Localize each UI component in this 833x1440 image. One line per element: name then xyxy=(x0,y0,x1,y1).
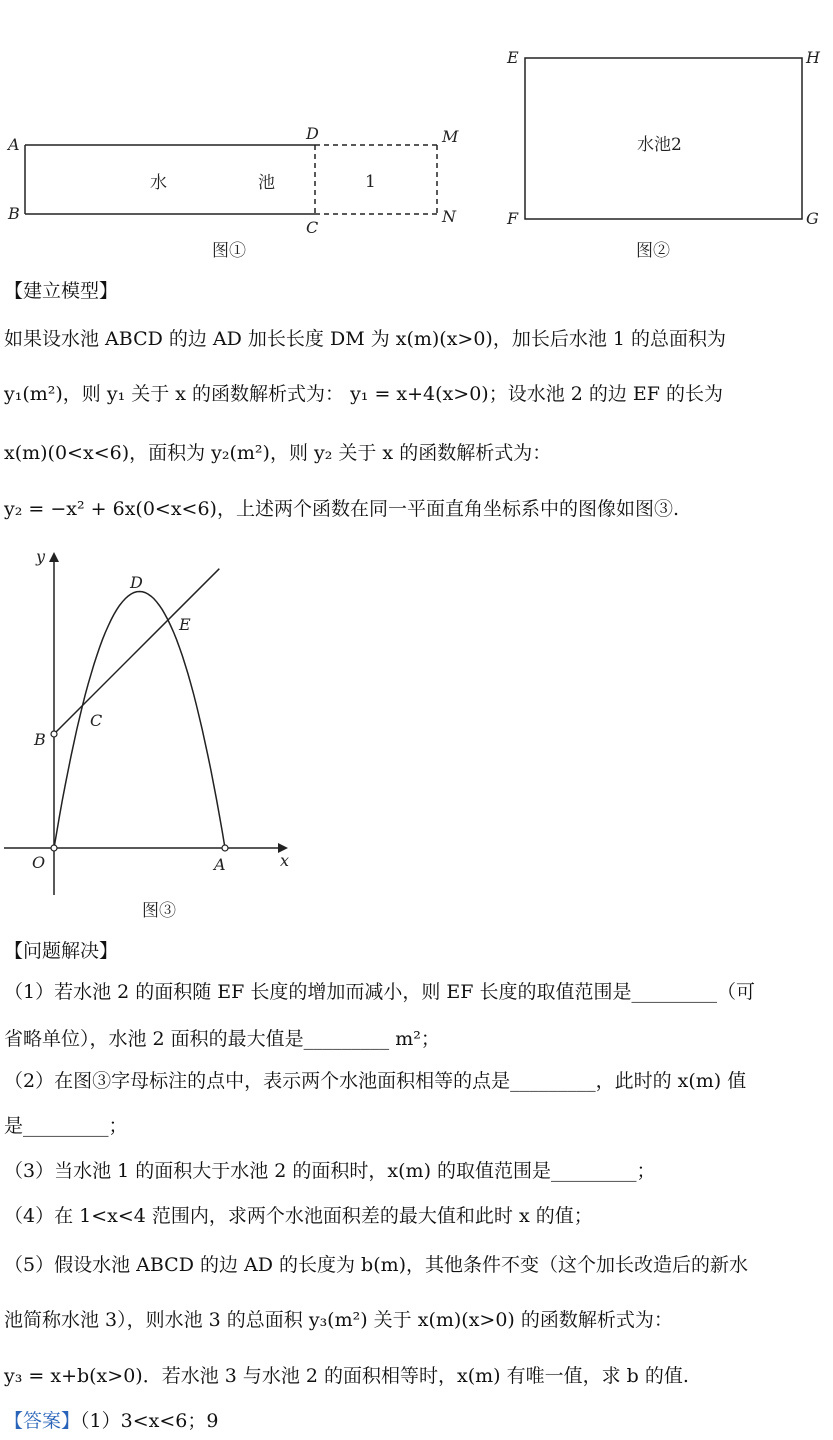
fig1-label-A: A xyxy=(8,135,20,154)
fig1-caption: 图① xyxy=(212,241,246,261)
point-B xyxy=(51,731,57,737)
figure-1 xyxy=(6,124,459,261)
answer-tag: 【答案】 xyxy=(4,1410,81,1432)
fig2-label-F: F xyxy=(507,209,519,228)
graph-label-O: O xyxy=(32,853,46,872)
graph-label-x: x xyxy=(280,851,290,870)
fig1-text-1: 1 xyxy=(365,172,376,192)
fig2-label-G: G xyxy=(806,209,819,228)
answer-text: （1）3<x<6；9 xyxy=(80,1410,219,1432)
question-5-line-1: （5）假设水池 ABCD 的边 AD 的长度为 b(m)，其他条件不变（这个加长改造后的新水 xyxy=(4,1254,749,1276)
fig2-text-pool2: 水池2 xyxy=(637,135,682,155)
fig1-text-water: 水 xyxy=(150,173,167,193)
fig2-label-H: H xyxy=(806,48,820,67)
fig1-text-pool: 池 xyxy=(258,173,275,193)
question-3: （3）当水池 1 的面积大于水池 2 的面积时，x(m) 的取值范围是_________； xyxy=(4,1160,656,1182)
fig1-label-N: N xyxy=(442,207,456,226)
point-O xyxy=(51,845,57,851)
graph-label-D: D xyxy=(130,573,143,592)
graph-label-C: C xyxy=(90,711,103,730)
graph-label-B: B xyxy=(34,730,46,749)
question-2-line-1: （2）在图③字母标注的点中，表示两个水池面积相等的点是_________，此时的 x(m) 值 xyxy=(4,1070,747,1092)
question-4: （4）在 1<x<4 范围内，求两个水池面积差的最大值和此时 x 的值； xyxy=(4,1205,593,1227)
question-1-line-2: 省略单位），水池 2 面积的最大值是_________ m²； xyxy=(4,1028,440,1050)
paragraph-line-3: x(m)(0<x<6)，面积为 y₂(m²)，则 y₂ 关于 x 的函数解析式为： xyxy=(4,442,552,464)
paragraph-line-2: y₁(m²)，则 y₁ 关于 x 的函数解析式为： y₁ = x+4(x>0)；设水池 2 的边 EF 的长为 xyxy=(4,383,723,405)
paragraph-line-4: y₂ = −x² + 6x(0<x<6)，上述两个函数在同一平面直角坐标系中的图像如图③. xyxy=(4,498,680,520)
graph-label-y: y xyxy=(36,547,46,566)
answer-line xyxy=(4,1406,218,1436)
fig1-label-M: M xyxy=(442,127,459,146)
point-A xyxy=(222,845,228,851)
figure-3-graph xyxy=(0,540,300,925)
figures-1-2 xyxy=(0,0,833,270)
fig3-caption: 图③ xyxy=(142,901,176,921)
figure-2 xyxy=(506,48,821,261)
heading-build-model: 【建立模型】 xyxy=(4,280,119,302)
fig1-label-B: B xyxy=(8,204,20,223)
question-5-line-2: 池简称水池 3），则水池 3 的总面积 y₃(m²) 关于 x(m)(x>0) 的函数解析式为： xyxy=(4,1309,673,1331)
fig2-caption: 图② xyxy=(636,241,670,261)
fig1-label-C: C xyxy=(306,218,319,237)
heading-problem-solving: 【问题解决】 xyxy=(4,940,119,962)
parabola-y2 xyxy=(54,592,225,849)
fig1-label-D: D xyxy=(306,124,319,143)
line-y1 xyxy=(54,569,219,734)
question-2-line-2: 是_________； xyxy=(4,1115,128,1137)
question-1-line-1: （1）若水池 2 的面积随 EF 长度的增加而减小，则 EF 长度的取值范围是_________（可 xyxy=(4,981,756,1003)
graph-label-E: E xyxy=(179,615,191,634)
question-5-line-3: y₃ = x+b(x>0)．若水池 3 与水池 2 的面积相等时，x(m) 有唯一值，求 b 的值. xyxy=(4,1365,689,1387)
paragraph-line-1: 如果设水池 ABCD 的边 AD 加长长度 DM 为 x(m)(x>0)，加长后水池 1 的总面积为 xyxy=(4,328,727,350)
graph-label-A: A xyxy=(214,855,226,874)
fig2-label-E: E xyxy=(507,48,519,67)
